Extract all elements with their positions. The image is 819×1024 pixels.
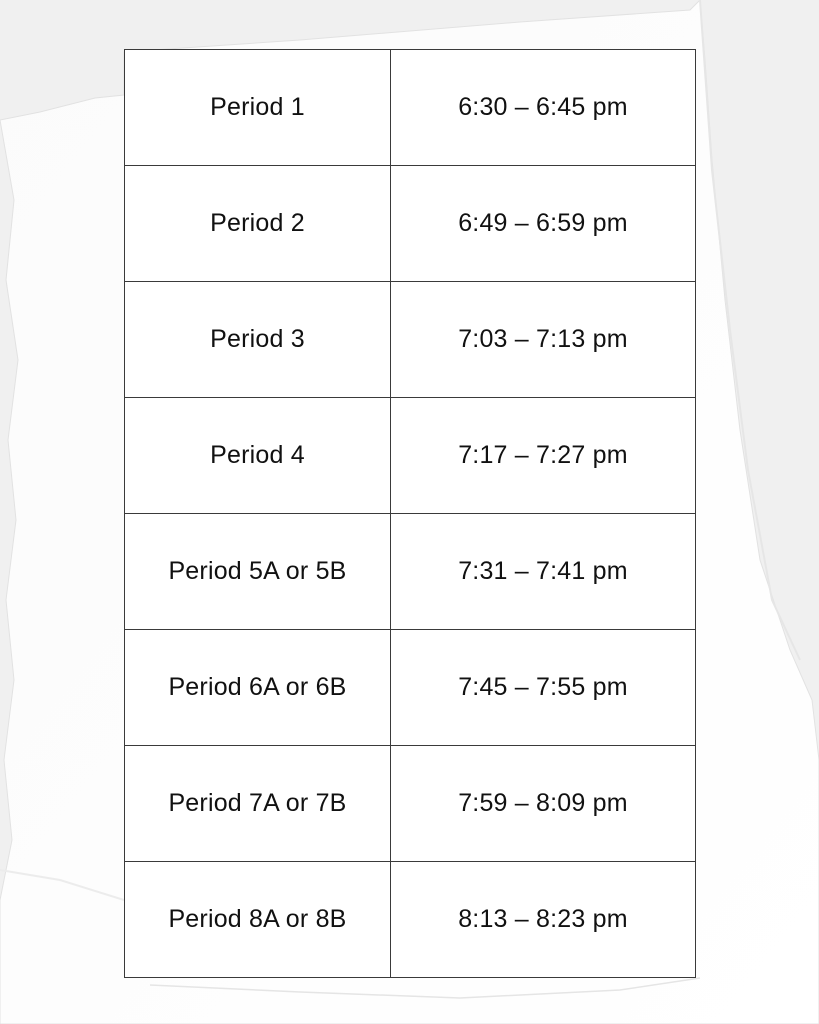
time-cell: 7:59 – 8:09 pm	[391, 746, 696, 862]
period-cell: Period 4	[125, 398, 391, 514]
period-cell: Period 5A or 5B	[125, 514, 391, 630]
time-cell: 7:31 – 7:41 pm	[391, 514, 696, 630]
time-cell: 7:17 – 7:27 pm	[391, 398, 696, 514]
table-row	[125, 166, 696, 282]
schedule-table	[124, 49, 696, 978]
table-row	[125, 50, 696, 166]
table-row	[125, 746, 696, 862]
period-cell: Period 1	[125, 50, 391, 166]
time-cell: 8:13 – 8:23 pm	[391, 862, 696, 978]
period-cell: Period 8A or 8B	[125, 862, 391, 978]
period-cell: Period 3	[125, 282, 391, 398]
time-cell: 6:49 – 6:59 pm	[391, 166, 696, 282]
period-cell: Period 2	[125, 166, 391, 282]
time-cell: 6:30 – 6:45 pm	[391, 50, 696, 166]
table-row	[125, 862, 696, 978]
time-cell: 7:45 – 7:55 pm	[391, 630, 696, 746]
period-cell: Period 7A or 7B	[125, 746, 391, 862]
table-row	[125, 630, 696, 746]
table-row	[125, 398, 696, 514]
time-cell: 7:03 – 7:13 pm	[391, 282, 696, 398]
period-cell: Period 6A or 6B	[125, 630, 391, 746]
table-row	[125, 514, 696, 630]
table-row	[125, 282, 696, 398]
